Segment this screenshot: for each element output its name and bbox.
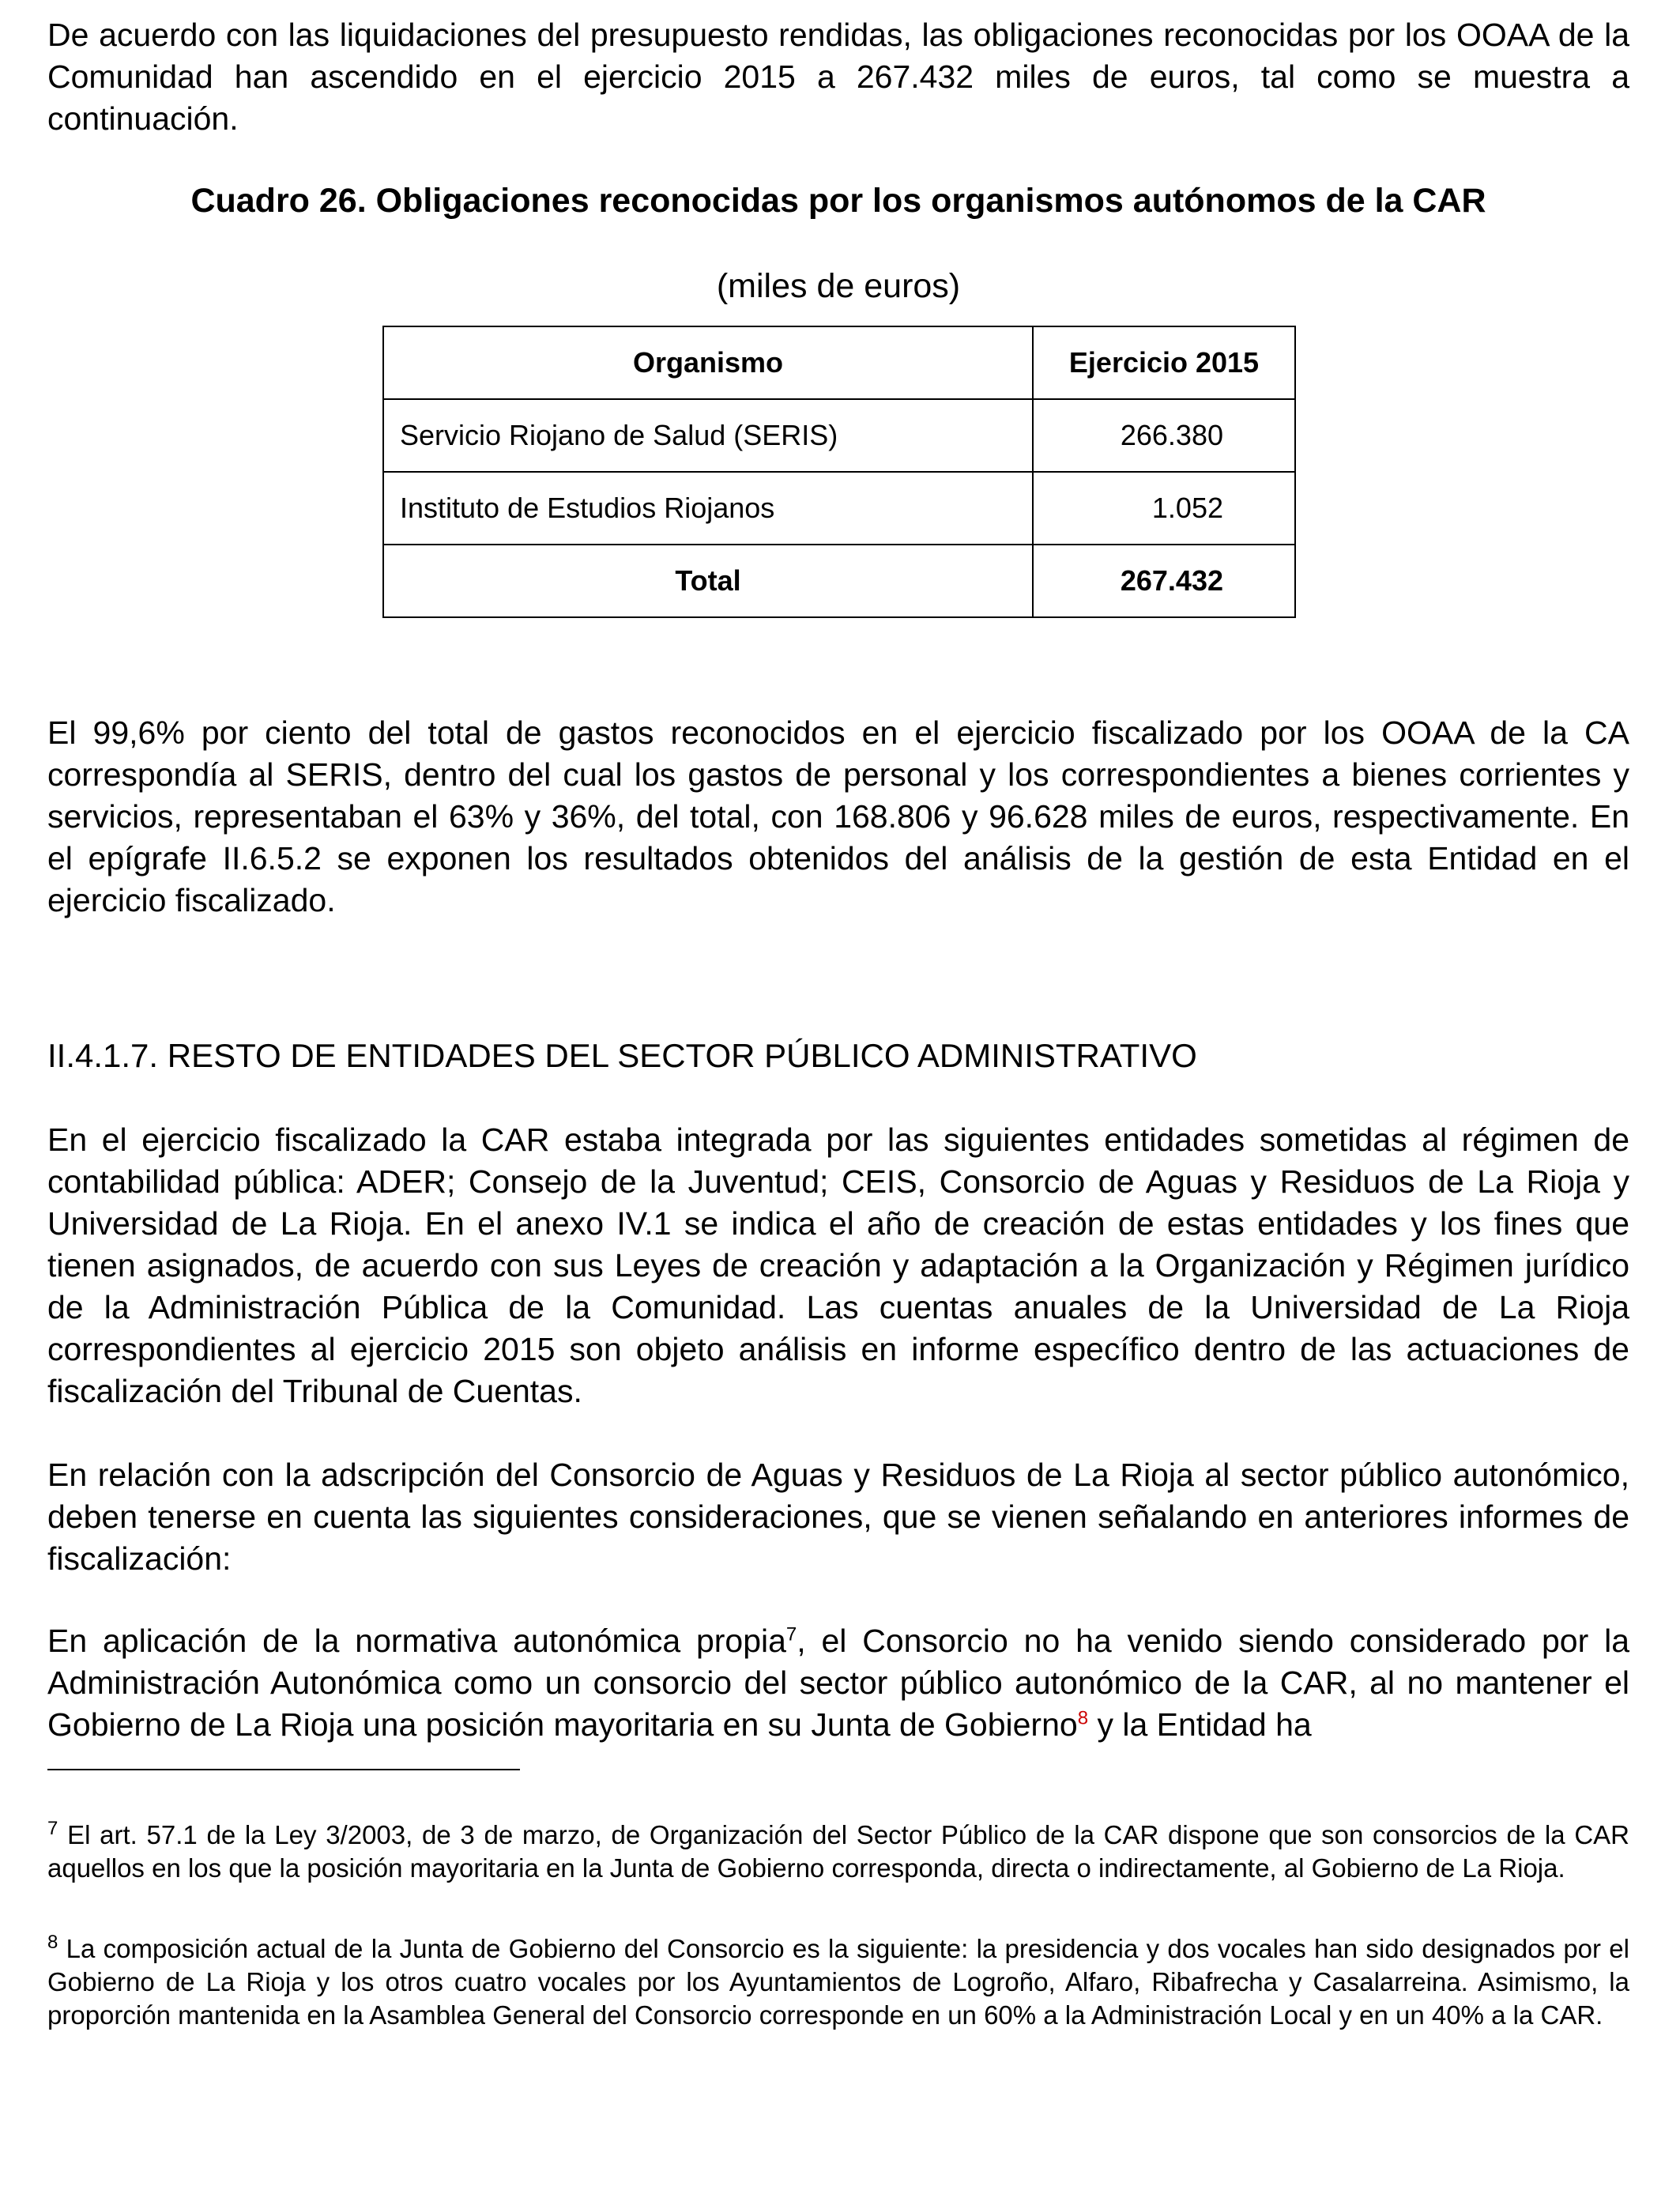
header-ejercicio: Ejercicio 2015 [1033, 326, 1295, 399]
footnote-divider [47, 1769, 520, 1770]
footnote-8 [47, 1932, 1629, 2032]
footnote-number: 8 [47, 1932, 58, 1953]
intro-paragraph: De acuerdo con las liquidaciones del presupuesto rendidas, las obligaciones reconocidas por los OOAA de la Comunidad han ascendido en el ejercicio 2015 a 267.432 miles de euros, tal como se muestra a continuación. [47, 17, 1629, 137]
table-row [383, 399, 1295, 472]
total-valor: 267.432 [1033, 545, 1295, 617]
footnote-text: El art. 57.1 de la Ley 3/2003, de 3 de marzo, de Organización del Sector Público de la CAR dispone que son consorcios de la CAR aquellos en los que la posición mayoritaria en la Junta de Gobierno corresponda, directa o indirectamente, al Gobierno de La Rioja. [47, 1820, 1629, 1883]
total-label: Total [383, 545, 1033, 617]
row-organismo: Servicio Riojano de Salud (SERIS) [383, 399, 1033, 472]
paragraph-entidades: En el ejercicio fiscalizado la CAR estaba integrada por las siguientes entidades sometidas al régimen de contabilidad pública: ADER; Consejo de la Juventud; CEIS, Consorcio de Aguas y Residuos de La Rioja y Universidad de La Rioja. En el anexo IV.1 se indica el año de creación de estas entidades y los fines que tienen asignados, de acuerdo con sus Leyes de creación y adaptación a la Organización y Régimen jurídico de la Administración Pública de la Comunidad. Las cuentas anuales de la Universidad de La Rioja correspondientes al ejercicio 2015 son objeto análisis en informe específico dentro de las actuaciones de fiscalización del Tribunal de Cuentas. [47, 1122, 1629, 1409]
footnote-ref-7: 7 [785, 1623, 797, 1646]
paragraph-seris: El 99,6% por ciento del total de gastos reconocidos en el ejercicio fiscalizado por los OOAA de la CA correspondía al SERIS, dentro del cual los gastos de personal y los correspondientes a bienes corrientes y servicios, representaban el 63% y 36%, del total, con 168.806 y 96.628 miles de euros, respectivamente. En el epígrafe II.6.5.2 se exponen los resultados obtenidos del análisis de la gestión de esta Entidad en el ejercicio fiscalizado. [47, 714, 1629, 918]
footnote-text: La composición actual de la Junta de Gobierno del Consorcio es la siguiente: la presidencia y dos vocales han sido designados por el Gobierno de La Rioja y los otros cuatro vocales por los Ayuntamientos de Logroño, Alfaro, Ribafrecha y Casalarreina. Asimismo, la proporción mantenida en la Asamblea General del Consorcio corresponde en un 60% a la Administración Local y en un 40% a la CAR. [47, 1934, 1629, 2030]
normativa-text-1: En aplicación de la normativa autonómica propia [47, 1623, 786, 1659]
normativa-text-3: y la Entidad ha [1088, 1706, 1312, 1743]
row-valor: 266.380 [1033, 399, 1295, 472]
footnote-7 [47, 1819, 1629, 1885]
row-valor: 1.052 [1033, 472, 1295, 545]
footnote-number: 7 [47, 1818, 58, 1839]
normativa-text-2: , el Consorcio no ha venido siendo considerado por la Administración Autonómica como un consorcio del sector público autonómico de la CAR, al no mantener el Gobierno de La Rioja una posición mayoritaria en su Junta de Gobierno [47, 1623, 1629, 1743]
table-row [383, 472, 1295, 545]
obligaciones-table [382, 326, 1296, 618]
table-total-row [383, 545, 1295, 617]
paragraph-consorcio: En relación con la adscripción del Consorcio de Aguas y Residuos de La Rioja al sector público autonómico, deben tenerse en cuenta las siguientes consideraciones, que se vienen señalando en anteriores informes de fiscalización: [47, 1457, 1629, 1577]
row-organismo: Instituto de Estudios Riojanos [383, 472, 1033, 545]
paragraph-normativa [47, 1620, 1629, 1746]
table-header-row [383, 326, 1295, 399]
footnote-ref-8: 8 [1077, 1707, 1089, 1729]
table-units: (miles de euros) [716, 267, 961, 305]
table-title: Cuadro 26. Obligaciones reconocidas por los organismos autónomos de la CAR [190, 182, 1486, 220]
section-heading: II.4.1.7. RESTO DE ENTIDADES DEL SECTOR PÚBLICO ADMINISTRATIVO [47, 1037, 1197, 1074]
header-organismo: Organismo [383, 326, 1033, 399]
